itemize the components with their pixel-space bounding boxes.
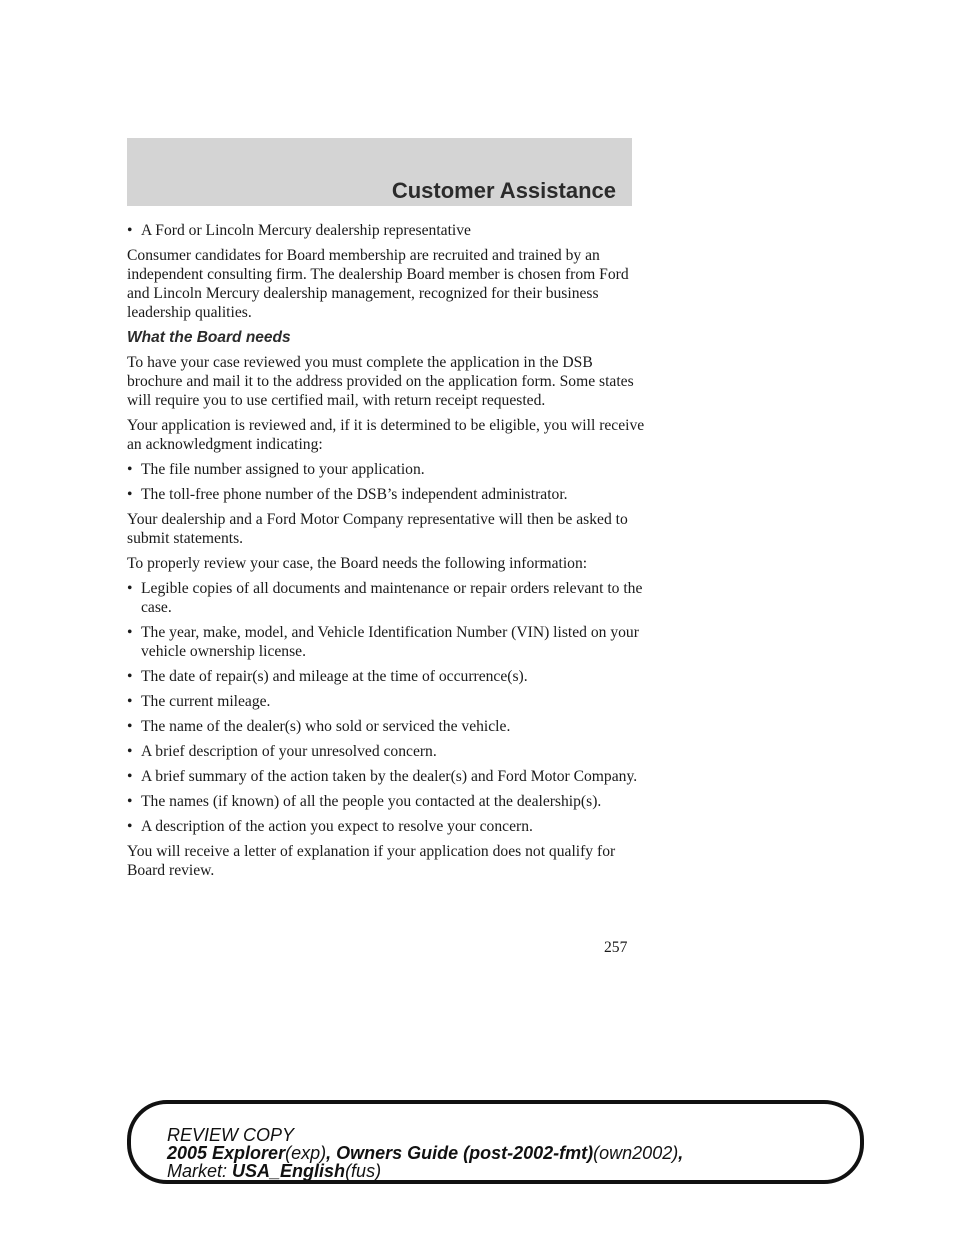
bullet-icon: • xyxy=(127,580,133,597)
guide-name: Owners Guide (post-2002-fmt) xyxy=(336,1143,594,1163)
list-item-text: Legible copies of all documents and maintenance or repair orders relevant to the case. xyxy=(141,580,643,616)
list-item-text: A Ford or Lincoln Mercury dealership representative xyxy=(141,222,471,239)
list-item xyxy=(127,792,647,811)
list-item-text: A brief description of your unresolved concern. xyxy=(141,743,437,760)
list-item xyxy=(127,485,647,504)
list-item xyxy=(127,221,647,240)
bullet-icon: • xyxy=(127,793,133,810)
review-copy-product-line xyxy=(167,1144,683,1162)
list-item xyxy=(127,767,647,786)
page-body xyxy=(127,221,647,886)
list-item xyxy=(127,667,647,686)
paragraph: Consumer candidates for Board membership are recruited and trained by an independent consulting firm. The dealership Board member is chosen from Ford and Lincoln Mercury dealership management, recognized for their business leadership qualities. xyxy=(127,247,629,321)
market-label: Market: xyxy=(167,1161,228,1181)
bullet-icon: • xyxy=(127,668,133,685)
bullet-icon: • xyxy=(127,461,133,478)
bullet-icon: • xyxy=(127,624,133,641)
list-item xyxy=(127,579,647,617)
list-item xyxy=(127,817,647,836)
list-item-text: The names (if known) of all the people you contacted at the dealership(s). xyxy=(141,793,602,810)
list-item xyxy=(127,717,647,736)
list-item-text: The toll-free phone number of the DSB’s independent administrator. xyxy=(141,486,568,503)
list-item xyxy=(127,460,647,479)
list-item-text: The name of the dealer(s) who sold or serviced the vehicle. xyxy=(141,718,511,735)
section-title: Customer Assistance xyxy=(391,178,616,203)
subheading: What the Board needs xyxy=(127,329,291,346)
bullet-icon: • xyxy=(127,768,133,785)
bullet-icon: • xyxy=(127,222,133,239)
review-copy-text xyxy=(167,1126,683,1180)
review-copy-box xyxy=(127,1100,864,1184)
paragraph: To have your case reviewed you must complete the application in the DSB brochure and mail it to the address provided on the application form. Some states will require you to use certified mail, with return receipt requested. xyxy=(127,354,634,409)
separator: , xyxy=(678,1143,684,1163)
review-copy-label: REVIEW COPY xyxy=(167,1125,295,1145)
bullet-icon: • xyxy=(127,693,133,710)
vehicle-model: 2005 Explorer xyxy=(167,1143,286,1163)
list-item-text: A brief summary of the action taken by the dealer(s) and Ford Motor Company. xyxy=(141,768,638,785)
bullet-icon: • xyxy=(127,486,133,503)
list-item-text: The current mileage. xyxy=(141,693,271,710)
bullet-icon: • xyxy=(127,818,133,835)
list-item-text: The date of repair(s) and mileage at the time of occurrence(s). xyxy=(141,668,528,685)
list-item-text: The year, make, model, and Vehicle Identification Number (VIN) listed on your vehicle ownership license. xyxy=(141,624,639,660)
paragraph: Your dealership and a Ford Motor Company representative will then be asked to submit statements. xyxy=(127,511,628,547)
market-value: USA_English xyxy=(232,1161,346,1181)
list-item-text: The file number assigned to your application. xyxy=(141,461,425,478)
paragraph: Your application is reviewed and, if it is determined to be eligible, you will receive an acknowledgment indicating: xyxy=(127,417,645,453)
vehicle-model-code: (exp) xyxy=(285,1143,327,1163)
market-code: (fus) xyxy=(345,1161,382,1181)
review-copy-market-line xyxy=(167,1162,683,1180)
bullet-icon: • xyxy=(127,718,133,735)
list-item xyxy=(127,692,647,711)
separator: , xyxy=(326,1143,337,1163)
paragraph: You will receive a letter of explanation if your application does not qualify for Board review. xyxy=(127,843,616,879)
guide-code: (own2002) xyxy=(593,1143,679,1163)
list-item-text: A description of the action you expect to resolve your concern. xyxy=(141,818,533,835)
list-item xyxy=(127,623,647,661)
list-item xyxy=(127,742,647,761)
section-header-band xyxy=(127,138,632,206)
paragraph: To properly review your case, the Board needs the following information: xyxy=(127,555,588,572)
bullet-icon: • xyxy=(127,743,133,760)
page-number: 257 xyxy=(604,939,628,956)
